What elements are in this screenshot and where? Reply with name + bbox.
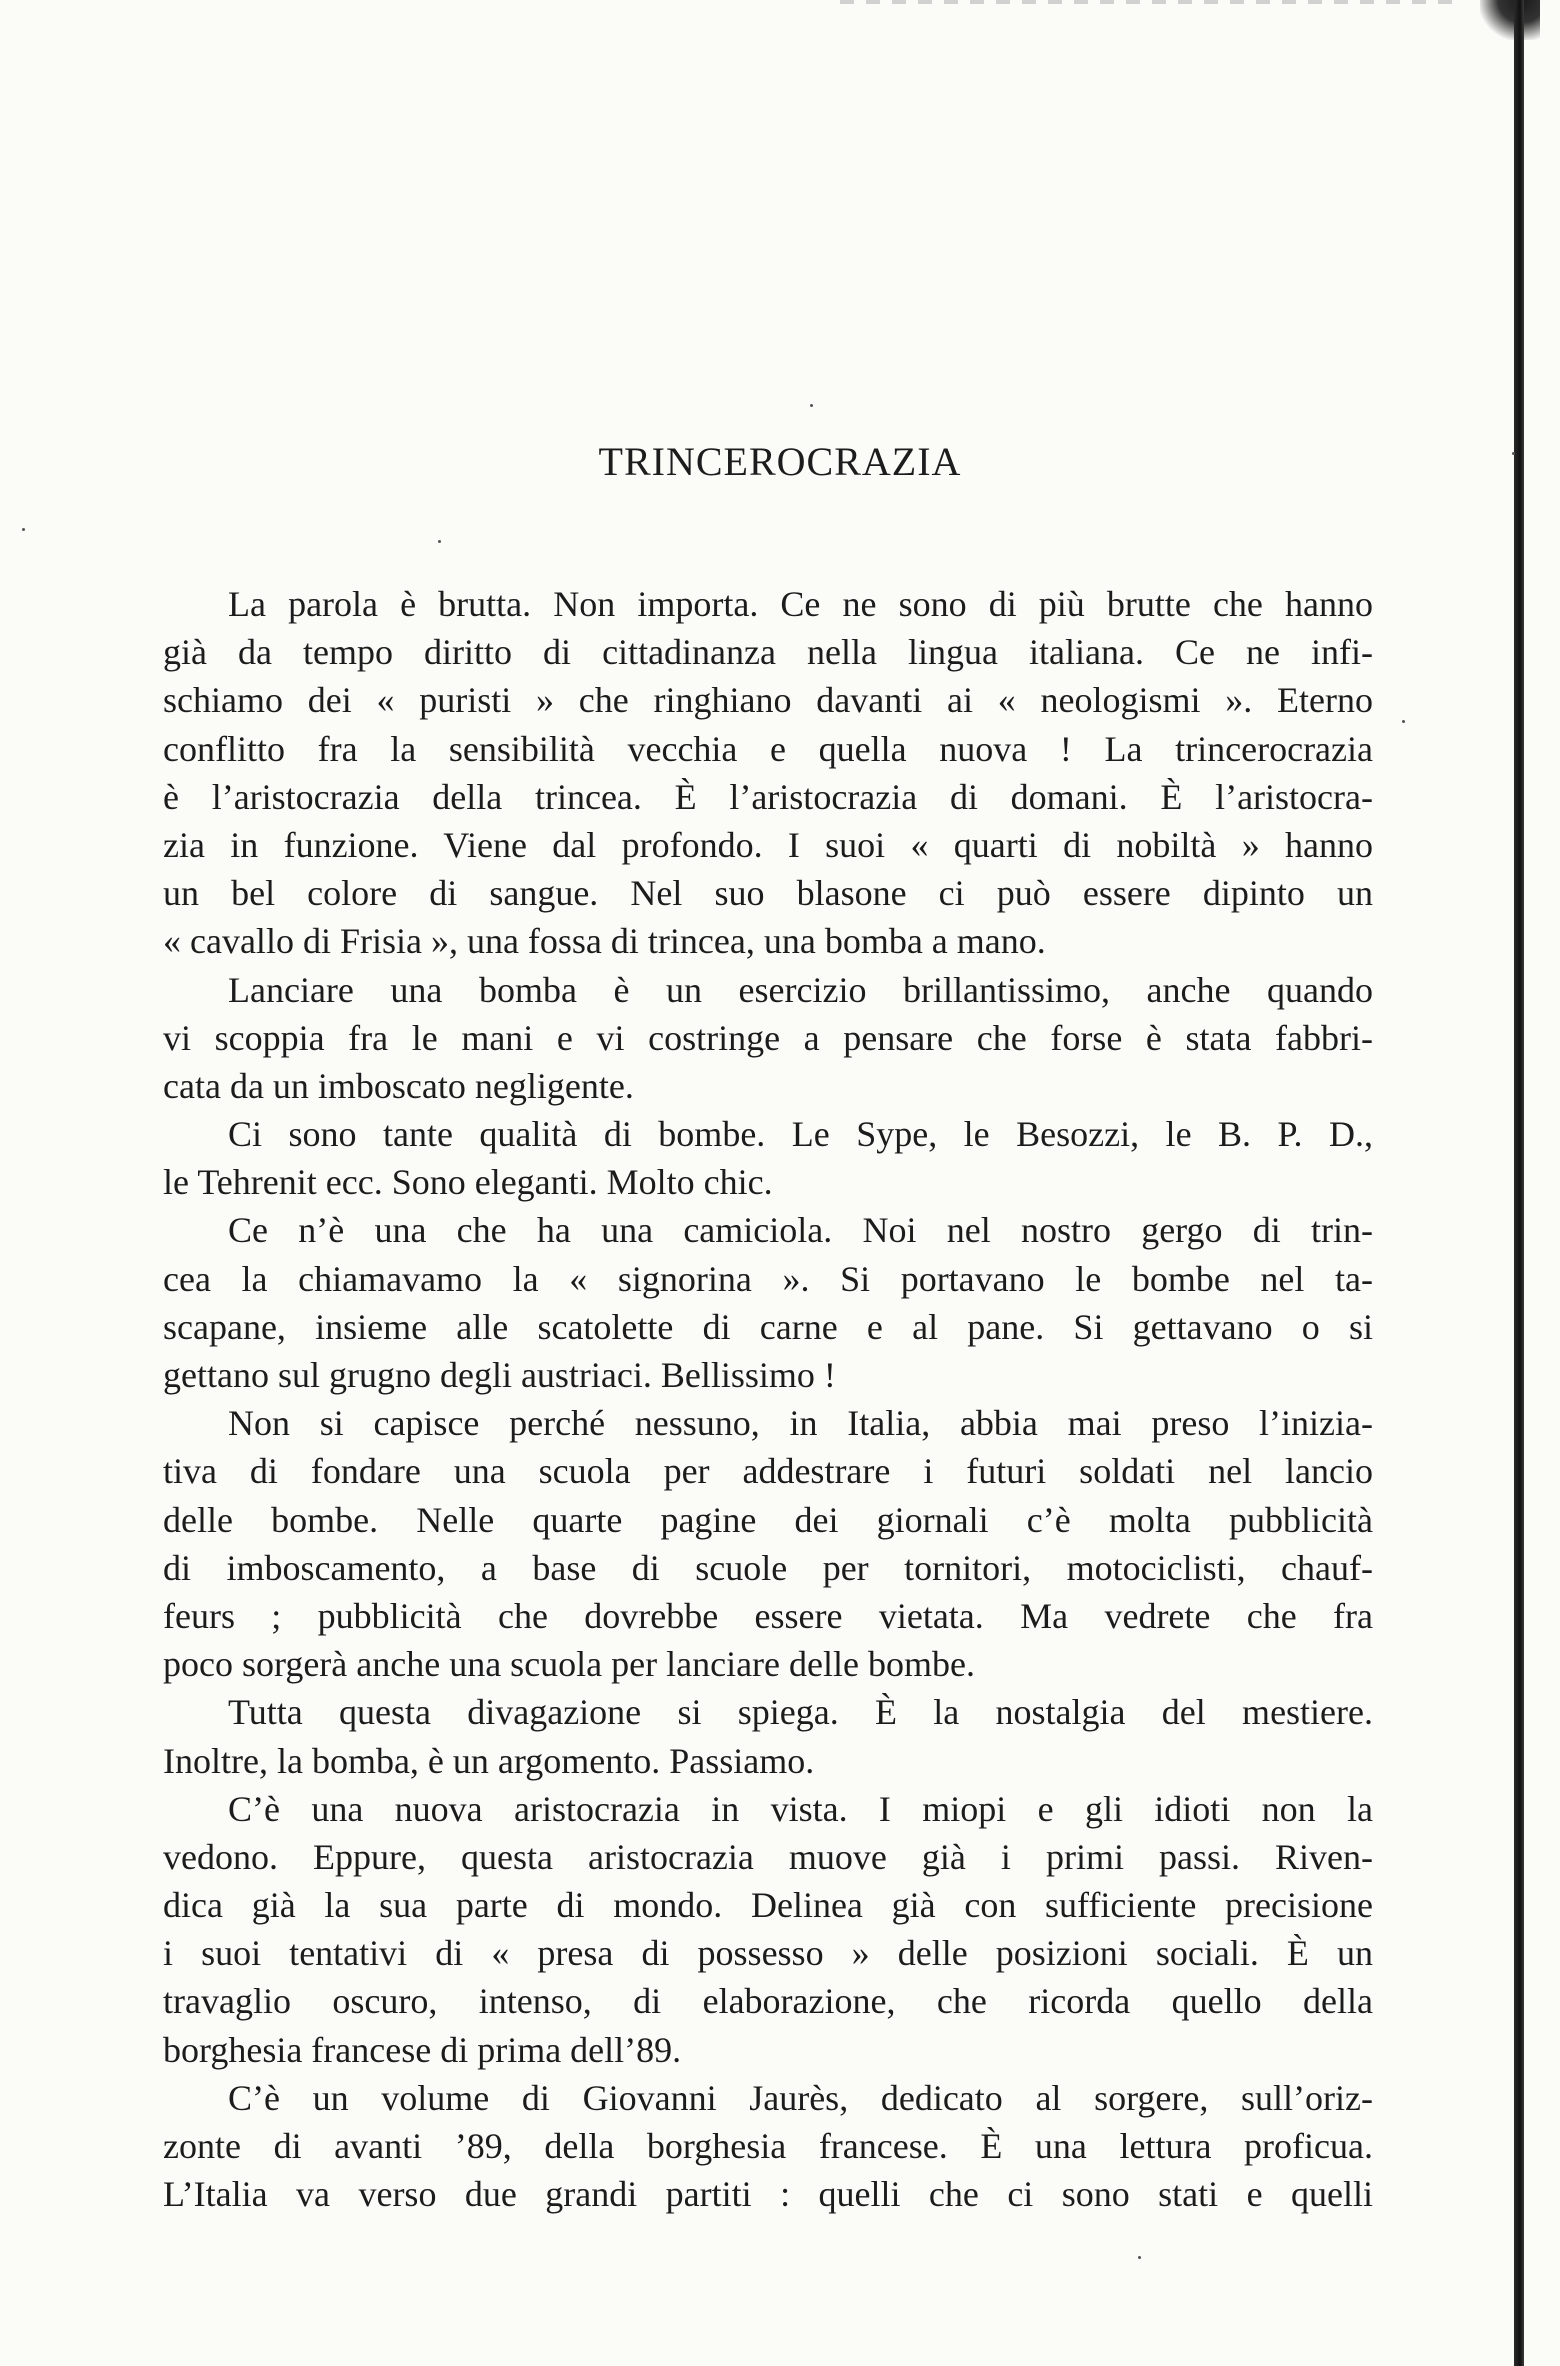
text-line: zonte di avanti ’89, della borghesia francese. È una lettura proficua. bbox=[163, 2126, 1373, 2166]
text-line: C’è una nuova aristocrazia in vista. I miopi e gli idioti non la bbox=[228, 1788, 1373, 1829]
text-line: i suoi tentativi di « presa di possesso » delle posizioni sociali. È un bbox=[163, 1933, 1373, 1974]
text-line: zia in funzione. Viene dal profondo. I suoi « quarti di nobiltà » hanno bbox=[163, 824, 1373, 865]
text-line: Non si capisce perché nessuno, in Italia, abbia mai preso l’inizia- bbox=[228, 1403, 1373, 1444]
scan-edge-mark bbox=[840, 0, 1460, 4]
text-line: dica già la sua parte di mondo. Delinea già con sufficiente precisione bbox=[163, 1885, 1373, 1926]
text-line: vi scoppia fra le mani e vi costringe a pensare che forse è stata fabbri- bbox=[163, 1017, 1373, 1058]
body-text bbox=[163, 580, 1373, 2218]
text-line: gettano sul grugno degli austriaci. Bellissimo ! bbox=[163, 1355, 836, 1395]
text-line: già da tempo diritto di cittadinanza nella lingua italiana. Ce ne infi- bbox=[163, 632, 1373, 673]
text-line: conflitto fra la sensibilità vecchia e quella nuova ! La trincerocrazia bbox=[163, 728, 1373, 769]
text-line: « cavallo di Frisia », una fossa di trincea, una bomba a mano. bbox=[163, 921, 1046, 962]
text-line: tiva di fondare una scuola per addestrare i futuri soldati nel lancio bbox=[163, 1451, 1373, 1492]
text-line: le Tehrenit ecc. Sono eleganti. Molto chic. bbox=[163, 1162, 773, 1203]
text-line: Ci sono tante qualità di bombe. Le Sype, le Besozzi, le B. P. D., bbox=[228, 1114, 1373, 1155]
text-line: vedono. Eppure, questa aristocrazia muove già i primi passi. Riven- bbox=[163, 1836, 1373, 1877]
scan-speck bbox=[438, 540, 441, 543]
scan-edge-shadow bbox=[1480, 0, 1540, 40]
text-line: C’è un volume di Giovanni Jaurès, dedicato al sorgere, sull’oriz- bbox=[228, 2077, 1373, 2118]
text-line: borghesia francese di prima dell’89. bbox=[163, 2029, 682, 2070]
text-line: La parola è brutta. Non importa. Ce ne sono di più brutte che hanno bbox=[228, 584, 1373, 624]
text-line: è l’aristocrazia della trincea. È l’aristocrazia di domani. È l’aristocra- bbox=[163, 776, 1373, 817]
scan-speck bbox=[1138, 2256, 1141, 2259]
text-line: Inoltre, la bomba, è un argomento. Passiamo. bbox=[163, 1740, 815, 1781]
text-line: Lanciare una bomba è un esercizio brillantissimo, anche quando bbox=[228, 969, 1373, 1010]
page-binding-edge bbox=[1514, 0, 1524, 2366]
text-line: cea la chiamavamo la « signorina ». Si portavano le bombe nel ta- bbox=[163, 1258, 1373, 1299]
text-line: un bel colore di sangue. Nel suo blasone ci può essere dipinto un bbox=[163, 873, 1373, 914]
scan-speck bbox=[1402, 720, 1405, 723]
text-line: L’Italia va verso due grandi partiti : quelli che ci sono stati e quelli bbox=[163, 2174, 1373, 2215]
text-line: schiamo dei « puristi » che ringhiano davanti ai « neologismi ». Eterno bbox=[163, 680, 1373, 721]
text-line: cata da un imboscato negligente. bbox=[163, 1065, 634, 1106]
text-line: travaglio oscuro, intenso, di elaborazione, che ricorda quello della bbox=[163, 1981, 1373, 2022]
text-line: di imboscamento, a base di scuole per tornitori, motociclisti, chauf- bbox=[163, 1547, 1373, 1588]
text-line: Tutta questa divagazione si spiega. È la nostalgia del mestiere. bbox=[228, 1692, 1373, 1733]
text-line: Ce n’è una che ha una camiciola. Noi nel nostro gergo di trin- bbox=[228, 1210, 1373, 1251]
text-line: scapane, insieme alle scatolette di carne e al pane. Si gettavano o si bbox=[163, 1306, 1373, 1347]
text-line: poco sorgerà anche una scuola per lanciare delle bombe. bbox=[163, 1644, 975, 1685]
text-line: feurs ; pubblicità che dovrebbe essere vietata. Ma vedrete che fra bbox=[163, 1595, 1373, 1636]
scan-speck bbox=[22, 528, 25, 531]
chapter-title: TRINCEROCRAZIA bbox=[598, 439, 962, 484]
scan-speck bbox=[810, 404, 813, 407]
text-line: delle bombe. Nelle quarte pagine dei giornali c’è molta pubblicità bbox=[163, 1499, 1373, 1540]
